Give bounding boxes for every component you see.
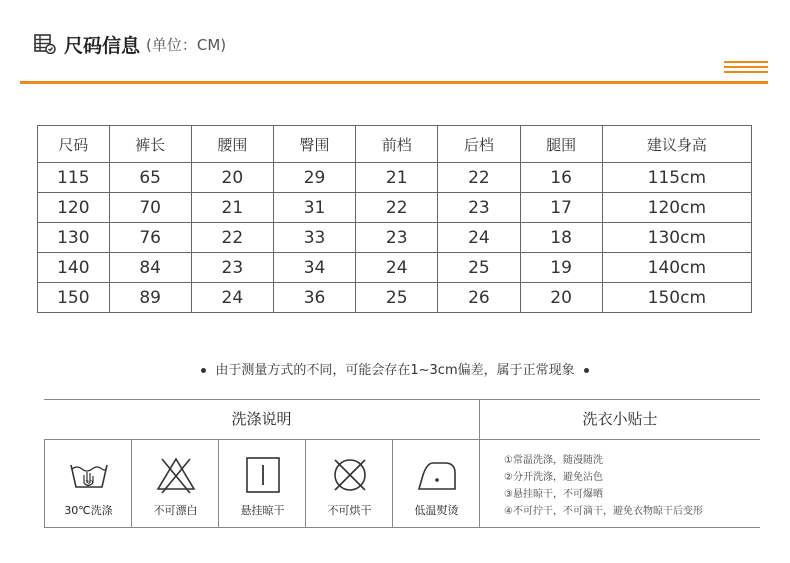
laundry-tips-list [504,452,754,520]
care-symbol-wash [44,440,132,527]
table-row [38,163,752,193]
table-cell: 76 [109,223,191,253]
table-cell: 18 [520,223,602,253]
unit-label: (单位：CM) [146,35,227,54]
table-cell: 29 [273,163,355,193]
table-cell: 150cm [602,283,751,313]
table-cell: 25 [438,253,520,283]
column-header: 后档 [438,126,520,163]
care-symbol-label: 30℃洗涤 [64,504,113,517]
table-cell: 16 [520,163,602,193]
table-cell: 70 [109,193,191,223]
column-header: 尺码 [38,126,110,163]
bullet-dot [201,368,206,373]
table-cell: 89 [109,283,191,313]
table-cell: 33 [273,223,355,253]
table-row [38,223,752,253]
tip-item: ②分开洗涤，避免沾色 [504,472,603,483]
low-iron-icon [415,455,459,495]
table-cell: 23 [438,193,520,223]
page-title: 尺码信息 [64,34,141,57]
table-cell: 23 [356,223,438,253]
tip-item: ①常温洗涤，随漫随洗 [504,455,603,466]
care-symbol-label: 不可漂白 [153,504,198,517]
table-cell: 150 [38,283,110,313]
measurement-note [0,359,790,378]
care-symbol-low-iron [392,440,480,527]
table-cell: 140cm [602,253,751,283]
column-header: 建议身高 [602,126,751,163]
table-cell: 130 [38,223,110,253]
note-text: 由于测量方式的不同，可能会存在1~3cm偏差，属于正常现象 [215,363,575,378]
column-header: 腿围 [520,126,602,163]
table-chart-icon [34,34,56,54]
table-cell: 24 [356,253,438,283]
laundry-tips-title: 洗衣小贴士 [582,410,658,428]
table-cell: 21 [191,193,273,223]
table-cell: 31 [273,193,355,223]
table-cell: 115 [38,163,110,193]
table-cell: 65 [109,163,191,193]
no-bleach-icon [154,455,198,495]
table-cell: 25 [356,283,438,313]
table-cell: 19 [520,253,602,283]
table-cell: 21 [356,163,438,193]
column-header: 腰围 [191,126,273,163]
tip-item: ④不可拧干，不可滴干，避免衣物晾干后变形 [504,506,703,517]
table-cell: 115cm [602,163,751,193]
wash-instructions-title: 洗涤说明 [231,410,292,428]
care-symbol-hang-dry [218,440,306,527]
size-table [37,125,752,313]
table-cell: 84 [109,253,191,283]
bullet-dot [584,368,589,373]
care-symbol-no-tumble-dry [305,440,393,527]
column-header: 臀围 [273,126,355,163]
care-symbol-label: 不可烘干 [327,504,372,517]
header-divider [20,81,768,84]
table-row [38,283,752,313]
table-cell: 22 [191,223,273,253]
table-cell: 130cm [602,223,751,253]
table-row [38,253,752,283]
table-cell: 20 [520,283,602,313]
care-symbol-label: 低温熨烫 [414,504,459,517]
column-header: 裤长 [109,126,191,163]
table-cell: 23 [191,253,273,283]
table-cell: 140 [38,253,110,283]
table-row [38,193,752,223]
table-cell: 17 [520,193,602,223]
table-cell: 22 [438,163,520,193]
table-cell: 120 [38,193,110,223]
care-symbol-no-bleach [131,440,219,527]
table-cell: 34 [273,253,355,283]
table-cell: 20 [191,163,273,193]
section-header [34,30,226,58]
table-cell: 24 [191,283,273,313]
table-cell: 22 [356,193,438,223]
table-cell: 24 [438,223,520,253]
care-section [44,399,760,528]
decorative-stripes [724,61,768,76]
wash-temperature: 30 [85,480,93,487]
column-header: 前档 [356,126,438,163]
table-cell: 120cm [602,193,751,223]
table-header-row [38,126,752,163]
hang-dry-icon [241,455,285,495]
tip-item: ③悬挂晾干，不可爆晒 [504,489,603,500]
no-tumble-dry-icon [328,455,372,495]
wash-30-icon [67,455,111,495]
table-cell: 26 [438,283,520,313]
table-cell: 36 [273,283,355,313]
care-symbol-label: 悬挂晾干 [240,504,285,517]
